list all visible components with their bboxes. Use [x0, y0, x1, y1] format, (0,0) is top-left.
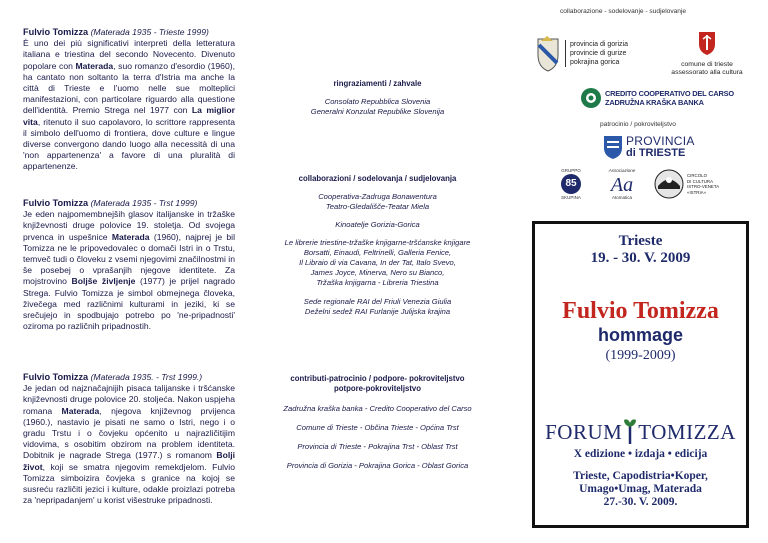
provincia-crest-icon: [603, 134, 623, 160]
poster-dates: 19. - 30. V. 2009: [590, 250, 691, 266]
thanks-heading: ringraziamenti / zahvale: [333, 79, 422, 88]
forum-tomizza-logo: FORUM TOMIZZA: [535, 417, 746, 445]
gorizia-crest-icon: [535, 33, 561, 73]
contrib-section: contributi-patrocinio / podpore- pokroviteljstvo potpore-pokroviteljstvo Zadružna kraška banka - Credito Cooperativo del Carso Comune di Trieste - Občina Trieste - Općina Trst Provincia di Trieste - Pokrajina Trst - Oblast Trst Provincia di Gorizia - Pokrajina Gorica - Oblast Gorica: [265, 374, 490, 471]
bio-name: Fulvio Tomizza: [23, 372, 89, 382]
poster-city: Trieste: [618, 233, 663, 249]
trieste-crest-icon: [698, 30, 716, 56]
poster-subtitle: hommage: [597, 325, 684, 345]
collab-heading: collaborazioni / sodelovanja / sudjelovanja: [298, 174, 457, 183]
gruppo85-icon: 85: [561, 174, 581, 194]
circolo-emblem-icon: [654, 169, 684, 199]
contrib-heading: contributi-patrocinio / podpore- pokroviteljstvo: [290, 374, 465, 383]
forum-tree-icon: [623, 417, 637, 445]
poster-places: Trieste, Capodistria•Koper, Umago•Umag, Materada 27.-30. V. 2009.: [573, 470, 708, 508]
circolo-istria-logo: CIRCOLO DI CULTURA ISTRO-VENETA «ISTRIA»: [654, 169, 719, 199]
atomatica-icon: Aa: [610, 174, 634, 196]
poster-title: Fulvio Tomizza: [562, 298, 719, 324]
bio-dates: (Materada 1935 - Trieste 1999): [90, 27, 209, 37]
bio-dates: (Materada 1935 - Trst 1999): [90, 198, 198, 208]
poster-years: (1999-2009): [605, 348, 676, 363]
bio-dates: (Materada 1935. - Trst 1999.): [90, 372, 203, 382]
bio-slovene: Fulvio Tomizza (Materada 1935 - Trst 1999) Je eden najpomembnejših glasov italijanske in tržaške književnosti druge polovice 19. stoletja. Od svojega prvenca in uspešnice Materada (1960), najprej je bil Tomizza ne le pripovedovalec o domači Istri in o Trstu, temveč tudi o človeku z vsemi njegovimi značilnostmi in še posebej o vprašanjih njegove identitete. Za mojstrovino Boljše življenje (1977) je prijel nagrado Strega. Fulvio Tomizza je simbol obmejnega človeka, živečega med različnimi kulturami in jeziki, ki se srečujejo in spodbujajo potrebo po 'ne-pripadnosti' oziroma po različnih pripadnostih.: [23, 198, 235, 332]
bank-symbol-icon: [580, 87, 602, 109]
gruppo85-logo: GRUPPO 85 SKUPINA: [561, 168, 581, 200]
thanks-section: ringraziamenti / zahvale Consolato Repubblica Slovenia Generalni Konzulat Republike Slovenija: [265, 79, 490, 117]
bank-logo: CREDITO COOPERATIVO DEL CARSO ZADRUŽNA KRAŠKA BANKA: [580, 87, 734, 109]
collab-header: collaborazione - sodelovanje - sudjelovanje: [560, 8, 687, 15]
atomatica-logo: Associazione Aa Atomatica: [602, 168, 642, 200]
bio-name: Fulvio Tomizza: [23, 198, 89, 208]
event-poster: [532, 221, 749, 528]
bio-name: Fulvio Tomizza: [23, 27, 89, 37]
bio-italian: Fulvio Tomizza (Materada 1935 - Trieste 1999) È uno dei più significativi interpreti della letteratura italiana e triestina del secondo Novecento. Divenuto popolare con Materada, suo romanzo d'esordio (1960), ha cantato non soltanto la terra d'Istria ma anche la città di Trieste e l'uomo nelle sue molteplici manifestazioni, con particolare riguardo alla questione dell'identità. Premio Strega nel 1977 con La miglior vita, ritenuto il suo capolavoro, lo scrittore rappresenta il simbolo dell'uomo di frontiera, dove culture e lingue diverse convergono dando luogo alla necessità di una 'non appartenenza' a favore di una pluralità di appartenenze.: [23, 27, 235, 172]
patrocinio-label: patrocinio / pokroviteljstvo: [600, 121, 676, 128]
provincia-trieste-logo: PROVINCIA di TRIESTE: [603, 134, 695, 160]
bio-croatian: Fulvio Tomizza (Materada 1935. - Trst 1999.) Je jedan od najznačajnijih pisaca talijanske i tršćanske književnosti druge polovice 20. stoljeća. Nakon uspjeha romana Materada, njegova književnog prvijenca (1960.), nastavio je pisati ne samo o Istri, nego i o gradu Trstu i o čovjeku općenito u najrazličitijim vidovima, s osobitim obzirom na problem identiteta. Dobitnik je nagrade Strega (1977.) s romanom Bolji život, koji se smatra njegovim remekdjelom. Fulvio Tomizza simboizira čovjeka s granice na kojoj se susreću različiti jezici i kulture, odakle proizlazi potreba za 'nepripadanjem' u korist višestruke pripadnosti.: [23, 372, 235, 506]
poster-edition: X edizione • izdaja • edicija: [573, 448, 708, 460]
trieste-logo: comune di trieste assessorato alla cultura: [662, 30, 752, 77]
collab-section: collaborazioni / sodelovanja / sudjelovanja Cooperativa-Zadruga Bonawentura Teatro-Gledališče-Teatar Miela Kinoatelje Gorizia-Gorica Le librerie triestine-tržaške knjigarne-tršćanske knjigare Borsatti, Einaudi, Feltrinelli, Galleria Fenice, Il Libraio di via Cavana, In der Tat, Italo Svevo, James Joyce, Minerva, Nero su Bianco, Tržaška knjigarna - Libreria Triestina Sede regionale RAI del Friuli Venezia Giulia Deželni sedež RAI Furlanije Julijska krajina: [265, 174, 490, 317]
gorizia-logo: provincia di gorizia provincie di gurize pokrajina gorica: [535, 33, 628, 73]
